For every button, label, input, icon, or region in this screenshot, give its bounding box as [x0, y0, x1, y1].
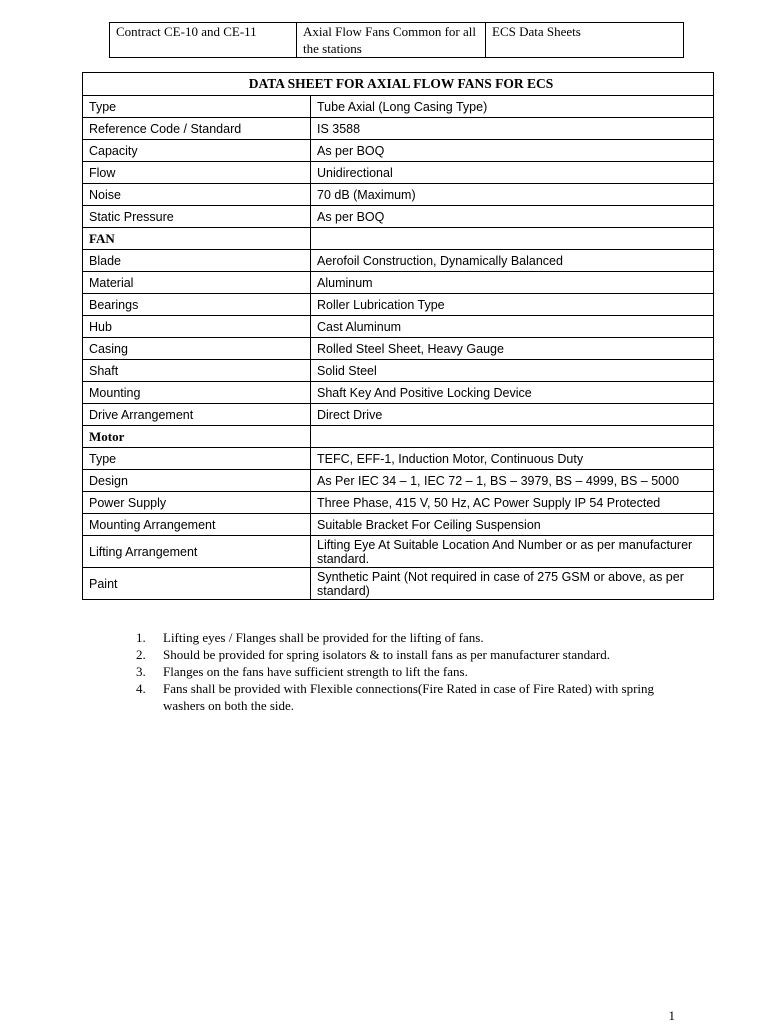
- section-header-row: [83, 426, 714, 448]
- spec-row: [83, 162, 714, 184]
- note-item: [136, 680, 696, 714]
- section-label: Motor: [83, 426, 311, 448]
- spec-value: Cast Aluminum: [311, 316, 714, 338]
- note-item: [136, 663, 696, 680]
- section-header-row: [83, 228, 714, 250]
- spec-label: Bearings: [83, 294, 311, 316]
- header-row: [110, 23, 684, 58]
- spec-label: Material: [83, 272, 311, 294]
- spec-row: [83, 118, 714, 140]
- spec-row: [83, 206, 714, 228]
- spec-value: Synthetic Paint (Not required in case of 275 GSM or above, as per standard): [311, 568, 714, 600]
- spec-row: [83, 272, 714, 294]
- header-subject-cell: Axial Flow Fans Common for all the stations: [297, 23, 486, 58]
- spec-value: Direct Drive: [311, 404, 714, 426]
- section-label: FAN: [83, 228, 311, 250]
- spec-label: Shaft: [83, 360, 311, 382]
- spec-label: Mounting Arrangement: [83, 514, 311, 536]
- spec-row: [83, 360, 714, 382]
- spec-row: [83, 338, 714, 360]
- note-number: 4.: [136, 681, 146, 696]
- spec-value: Lifting Eye At Suitable Location And Number or as per manufacturer standard.: [311, 536, 714, 568]
- axial-fan-datasheet-table: [82, 72, 714, 600]
- spec-value: Shaft Key And Positive Locking Device: [311, 382, 714, 404]
- spec-row: [83, 96, 714, 118]
- spec-label: Paint: [83, 568, 311, 600]
- spec-value: Roller Lubrication Type: [311, 294, 714, 316]
- datasheet-title: DATA SHEET FOR AXIAL FLOW FANS FOR ECS: [83, 73, 714, 96]
- note-number: 2.: [136, 647, 146, 662]
- spec-label: Mounting: [83, 382, 311, 404]
- spec-value: Suitable Bracket For Ceiling Suspension: [311, 514, 714, 536]
- header-contract-cell: Contract CE-10 and CE-11: [110, 23, 297, 58]
- notes-list: [136, 629, 696, 714]
- spec-value: As per BOQ: [311, 140, 714, 162]
- spec-label: Type: [83, 448, 311, 470]
- spec-label: Flow: [83, 162, 311, 184]
- note-item: [136, 646, 696, 663]
- note-number: 1.: [136, 630, 146, 645]
- spec-value: As Per IEC 34 – 1, IEC 72 – 1, BS – 3979, BS – 4999, BS – 5000: [311, 470, 714, 492]
- spec-row: [83, 568, 714, 600]
- datasheet-body: [83, 73, 714, 600]
- spec-label: Casing: [83, 338, 311, 360]
- spec-value: Aerofoil Construction, Dynamically Balanced: [311, 250, 714, 272]
- spec-label: Power Supply: [83, 492, 311, 514]
- page-number: 1: [668, 1008, 675, 1023]
- spec-value: Three Phase, 415 V, 50 Hz, AC Power Supply IP 54 Protected: [311, 492, 714, 514]
- spec-label: Design: [83, 470, 311, 492]
- spec-value: Tube Axial (Long Casing Type): [311, 96, 714, 118]
- spec-row: [83, 382, 714, 404]
- spec-label: Hub: [83, 316, 311, 338]
- spec-label: Type: [83, 96, 311, 118]
- spec-value: Unidirectional: [311, 162, 714, 184]
- spec-label: Static Pressure: [83, 206, 311, 228]
- spec-row: [83, 250, 714, 272]
- spec-row: [83, 514, 714, 536]
- spec-label: Blade: [83, 250, 311, 272]
- spec-row: [83, 404, 714, 426]
- note-text: Should be provided for spring isolators & to install fans as per manufacturer standard.: [163, 647, 610, 662]
- spec-label: Reference Code / Standard: [83, 118, 311, 140]
- note-text: Fans shall be provided with Flexible connections(Fire Rated in case of Fire Rated) with spring washers on both the side.: [163, 681, 655, 713]
- document-header-table: [109, 22, 684, 58]
- spec-row: [83, 316, 714, 338]
- note-text: Lifting eyes / Flanges shall be provided for the lifting of fans.: [163, 630, 484, 645]
- datasheet-title-row: [83, 73, 714, 96]
- section-value: [311, 228, 714, 250]
- spec-row: [83, 536, 714, 568]
- spec-value: IS 3588: [311, 118, 714, 140]
- spec-value: Solid Steel: [311, 360, 714, 382]
- spec-value: TEFC, EFF-1, Induction Motor, Continuous Duty: [311, 448, 714, 470]
- note-text: Flanges on the fans have sufficient strength to lift the fans.: [163, 664, 468, 679]
- note-item: [136, 629, 696, 646]
- spec-value: 70 dB (Maximum): [311, 184, 714, 206]
- spec-row: [83, 470, 714, 492]
- spec-row: [83, 184, 714, 206]
- spec-value: As per BOQ: [311, 206, 714, 228]
- section-value: [311, 426, 714, 448]
- spec-row: [83, 294, 714, 316]
- spec-label: Drive Arrangement: [83, 404, 311, 426]
- header-doctype-cell: ECS Data Sheets: [486, 23, 684, 58]
- spec-label: Capacity: [83, 140, 311, 162]
- spec-row: [83, 448, 714, 470]
- spec-row: [83, 492, 714, 514]
- spec-label: Lifting Arrangement: [83, 536, 311, 568]
- note-number: 3.: [136, 664, 146, 679]
- spec-row: [83, 140, 714, 162]
- spec-label: Noise: [83, 184, 311, 206]
- spec-value: Rolled Steel Sheet, Heavy Gauge: [311, 338, 714, 360]
- spec-value: Aluminum: [311, 272, 714, 294]
